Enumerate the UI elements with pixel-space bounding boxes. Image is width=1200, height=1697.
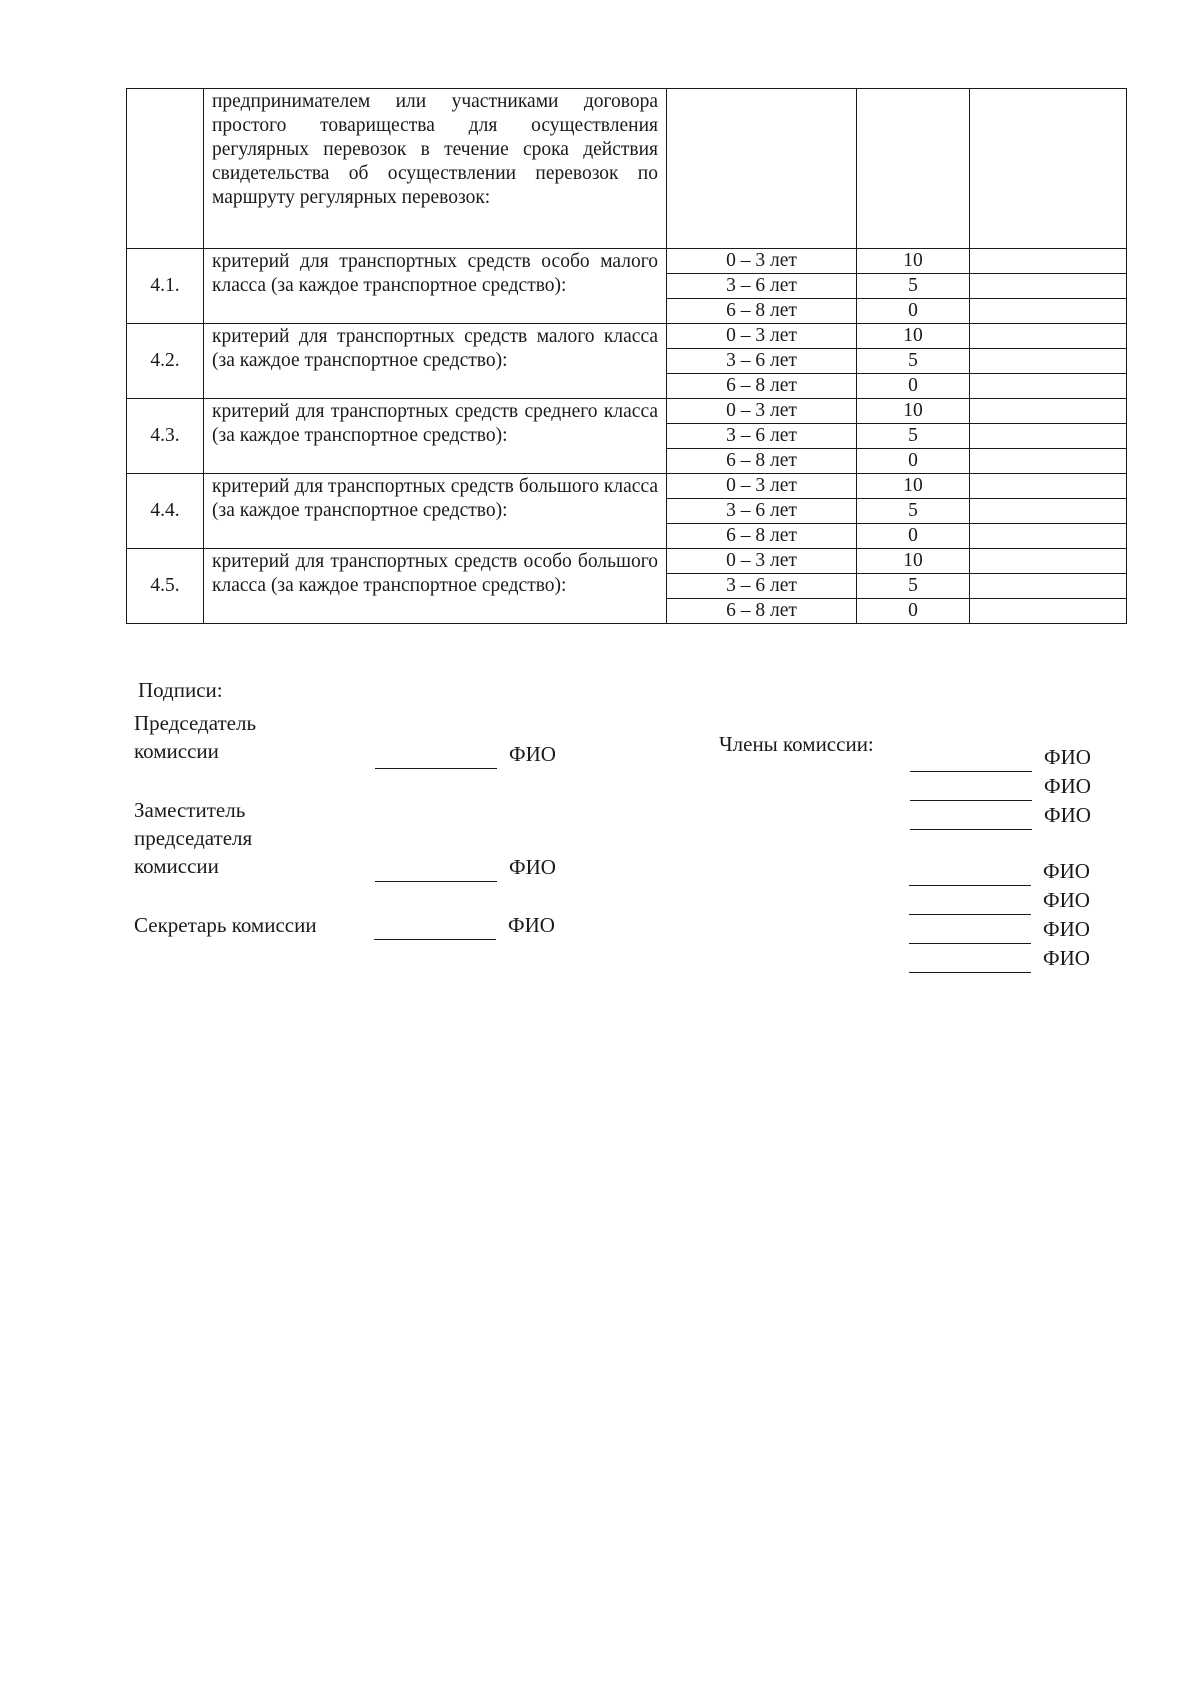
deputy-label-line1: Заместитель (134, 798, 246, 822)
age-range: 6 – 8 лет (667, 449, 857, 474)
score-value: 10 (857, 324, 970, 349)
criterion-text: критерий для транспортных средств большого класса (за каждое транспортное средство): (204, 474, 667, 549)
member-fio: ФИО (1044, 745, 1091, 769)
member-fio: ФИО (1043, 917, 1090, 941)
age-range: 6 – 8 лет (667, 299, 857, 324)
score-value: 5 (857, 424, 970, 449)
secretary-fio: ФИО (508, 913, 555, 937)
age-range: 0 – 3 лет (667, 324, 857, 349)
chairman-fio: ФИО (509, 742, 556, 766)
member-signature-line (909, 943, 1031, 944)
score-value: 0 (857, 374, 970, 399)
age-range: 6 – 8 лет (667, 374, 857, 399)
age-range: 6 – 8 лет (667, 524, 857, 549)
score-value: 0 (857, 449, 970, 474)
member-signature-line (909, 972, 1031, 973)
deputy-signature-line (375, 881, 497, 882)
row-number: 4.2. (127, 324, 204, 399)
row-number: 4.5. (127, 549, 204, 624)
chairman-label-line2: комиссии (134, 739, 219, 763)
chairman-signature-line (375, 768, 497, 769)
age-range: 3 – 6 лет (667, 499, 857, 524)
member-signature-line (909, 885, 1031, 886)
age-range: 6 – 8 лет (667, 599, 857, 624)
member-fio: ФИО (1044, 803, 1091, 827)
deputy-label-line2: председателя (134, 826, 253, 850)
criterion-text: критерий для транспортных средств среднего класса (за каждое транспортное средство): (204, 399, 667, 474)
age-range: 3 – 6 лет (667, 574, 857, 599)
secretary-label: Секретарь комиссии (134, 913, 317, 937)
score-value: 10 (857, 474, 970, 499)
age-range: 0 – 3 лет (667, 399, 857, 424)
signatures-heading: Подписи: (138, 678, 223, 702)
row-number: 4.4. (127, 474, 204, 549)
secretary-signature-line (374, 939, 496, 940)
score-value: 0 (857, 299, 970, 324)
intro-text: предпринимателем или участниками договора простого товарищества для осуществления регулярных перевозок в течение срока действия свидетельства об осуществлении перевозок по маршруту регулярных перевозок: (212, 91, 658, 208)
age-range: 0 – 3 лет (667, 474, 857, 499)
score-value: 0 (857, 599, 970, 624)
deputy-label (134, 796, 252, 880)
member-signature-line (909, 914, 1031, 915)
member-signature-line (910, 800, 1032, 801)
chairman-label (134, 709, 256, 765)
member-fio: ФИО (1044, 774, 1091, 798)
age-range: 3 – 6 лет (667, 424, 857, 449)
score-value: 5 (857, 349, 970, 374)
criterion-text: критерий для транспортных средств особо большого класса (за каждое транспортное средство): (204, 549, 667, 624)
member-fio: ФИО (1043, 888, 1090, 912)
chairman-label-line1: Председатель (134, 711, 257, 735)
score-value: 5 (857, 499, 970, 524)
score-value: 0 (857, 524, 970, 549)
age-range: 3 – 6 лет (667, 274, 857, 299)
score-value: 10 (857, 549, 970, 574)
row-number: 4.3. (127, 399, 204, 474)
row-number: 4.1. (127, 249, 204, 324)
age-range: 0 – 3 лет (667, 549, 857, 574)
score-value: 10 (857, 249, 970, 274)
criterion-text: критерий для транспортных средств малого класса (за каждое транспортное средство): (204, 324, 667, 399)
members-label: Члены комиссии: (719, 732, 874, 756)
score-value: 10 (857, 399, 970, 424)
deputy-fio: ФИО (509, 855, 556, 879)
score-value: 5 (857, 274, 970, 299)
score-value: 5 (857, 574, 970, 599)
member-signature-line (910, 829, 1032, 830)
age-range: 0 – 3 лет (667, 249, 857, 274)
deputy-label-line3: комиссии (134, 854, 219, 878)
member-fio: ФИО (1043, 946, 1090, 970)
criterion-text: критерий для транспортных средств особо малого класса (за каждое транспортное средство): (204, 249, 667, 324)
member-fio: ФИО (1043, 859, 1090, 883)
age-range: 3 – 6 лет (667, 349, 857, 374)
member-signature-line (910, 771, 1032, 772)
